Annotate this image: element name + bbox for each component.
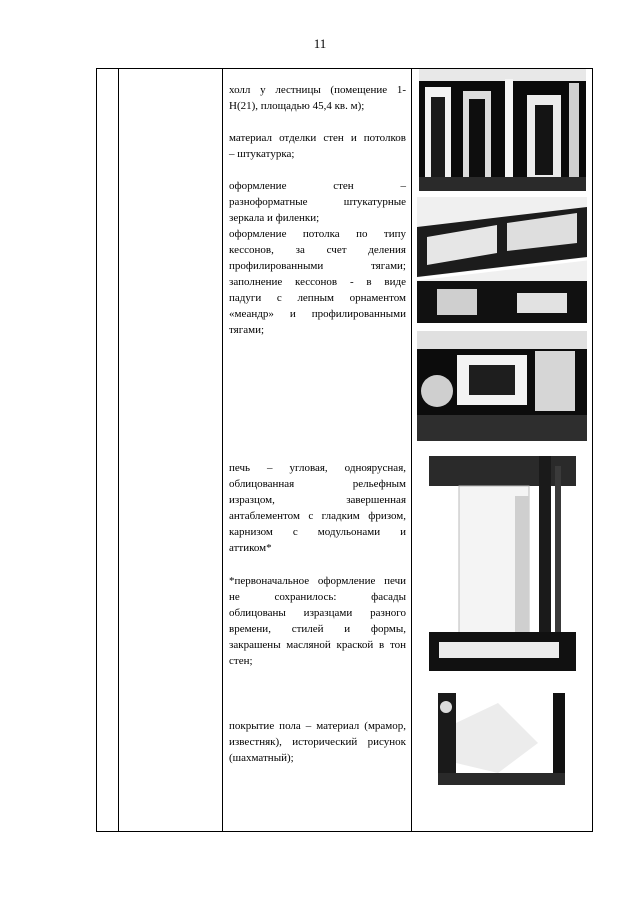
- text-block-material: [229, 130, 406, 162]
- column-divider: [118, 68, 119, 832]
- text-line: печь – угловая, одноярусная,: [229, 462, 406, 474]
- column-divider: [411, 68, 412, 832]
- text-line: облицованная рельефным: [229, 478, 406, 490]
- text-block-floor: [229, 718, 406, 766]
- photo-interior: [417, 331, 587, 441]
- photo-ceiling: [417, 197, 587, 323]
- text-block-walls-ceiling: [229, 178, 406, 338]
- text-line: падуги с лепным орнаментом: [229, 292, 406, 304]
- text-line: стен;: [229, 655, 253, 667]
- text-line: зеркала и филенки;: [229, 212, 320, 224]
- text-block-hall: [229, 82, 406, 114]
- text-line: (шахматный);: [229, 752, 294, 764]
- photo-hall: [419, 69, 586, 191]
- text-block-stove: [229, 460, 406, 556]
- text-line: разноформатные штукатурные: [229, 196, 406, 208]
- text-block-stove-note: [229, 573, 406, 669]
- text-line: профилированными тягами;: [229, 260, 406, 272]
- photo-stove: [429, 456, 576, 671]
- text-line: известняк), исторический рисунок: [229, 736, 406, 748]
- text-line: тягами;: [229, 324, 265, 336]
- text-line: антаблементом с гладким фризом,: [229, 510, 406, 522]
- text-line: изразцом, завершенная: [229, 494, 406, 506]
- text-line: покрытие пола – материал (мрамор,: [229, 720, 406, 732]
- text-line: аттиком*: [229, 542, 272, 554]
- page-number: 11: [313, 36, 327, 51]
- text-line: времени, стилей и формы,: [229, 623, 406, 635]
- text-line: облицованы изразцами разного: [229, 607, 406, 619]
- text-line: Н(21), площадью 45,4 кв. м);: [229, 100, 365, 112]
- text-line: закрашены масляной краской в тон: [229, 639, 406, 651]
- text-line: – штукатурка;: [229, 148, 295, 160]
- text-line: холл у лестницы (помещение 1-: [229, 84, 406, 96]
- text-line: «меандр» и профилированными: [229, 308, 406, 320]
- text-line: *первоначальное оформление печи: [229, 575, 406, 587]
- photo-floor: [438, 693, 565, 785]
- text-line: материал отделки стен и потолков: [229, 132, 406, 144]
- text-line: карнизом с модульонами и: [229, 526, 406, 538]
- column-divider: [222, 68, 223, 832]
- text-line: оформление потолка по типу: [229, 228, 406, 240]
- text-line: заполнение кессонов - в виде: [229, 276, 406, 288]
- text-line: оформление стен –: [229, 180, 406, 192]
- text-line: кессонов, за счет деления: [229, 244, 406, 256]
- text-line: не сохранилось: фасады: [229, 591, 406, 603]
